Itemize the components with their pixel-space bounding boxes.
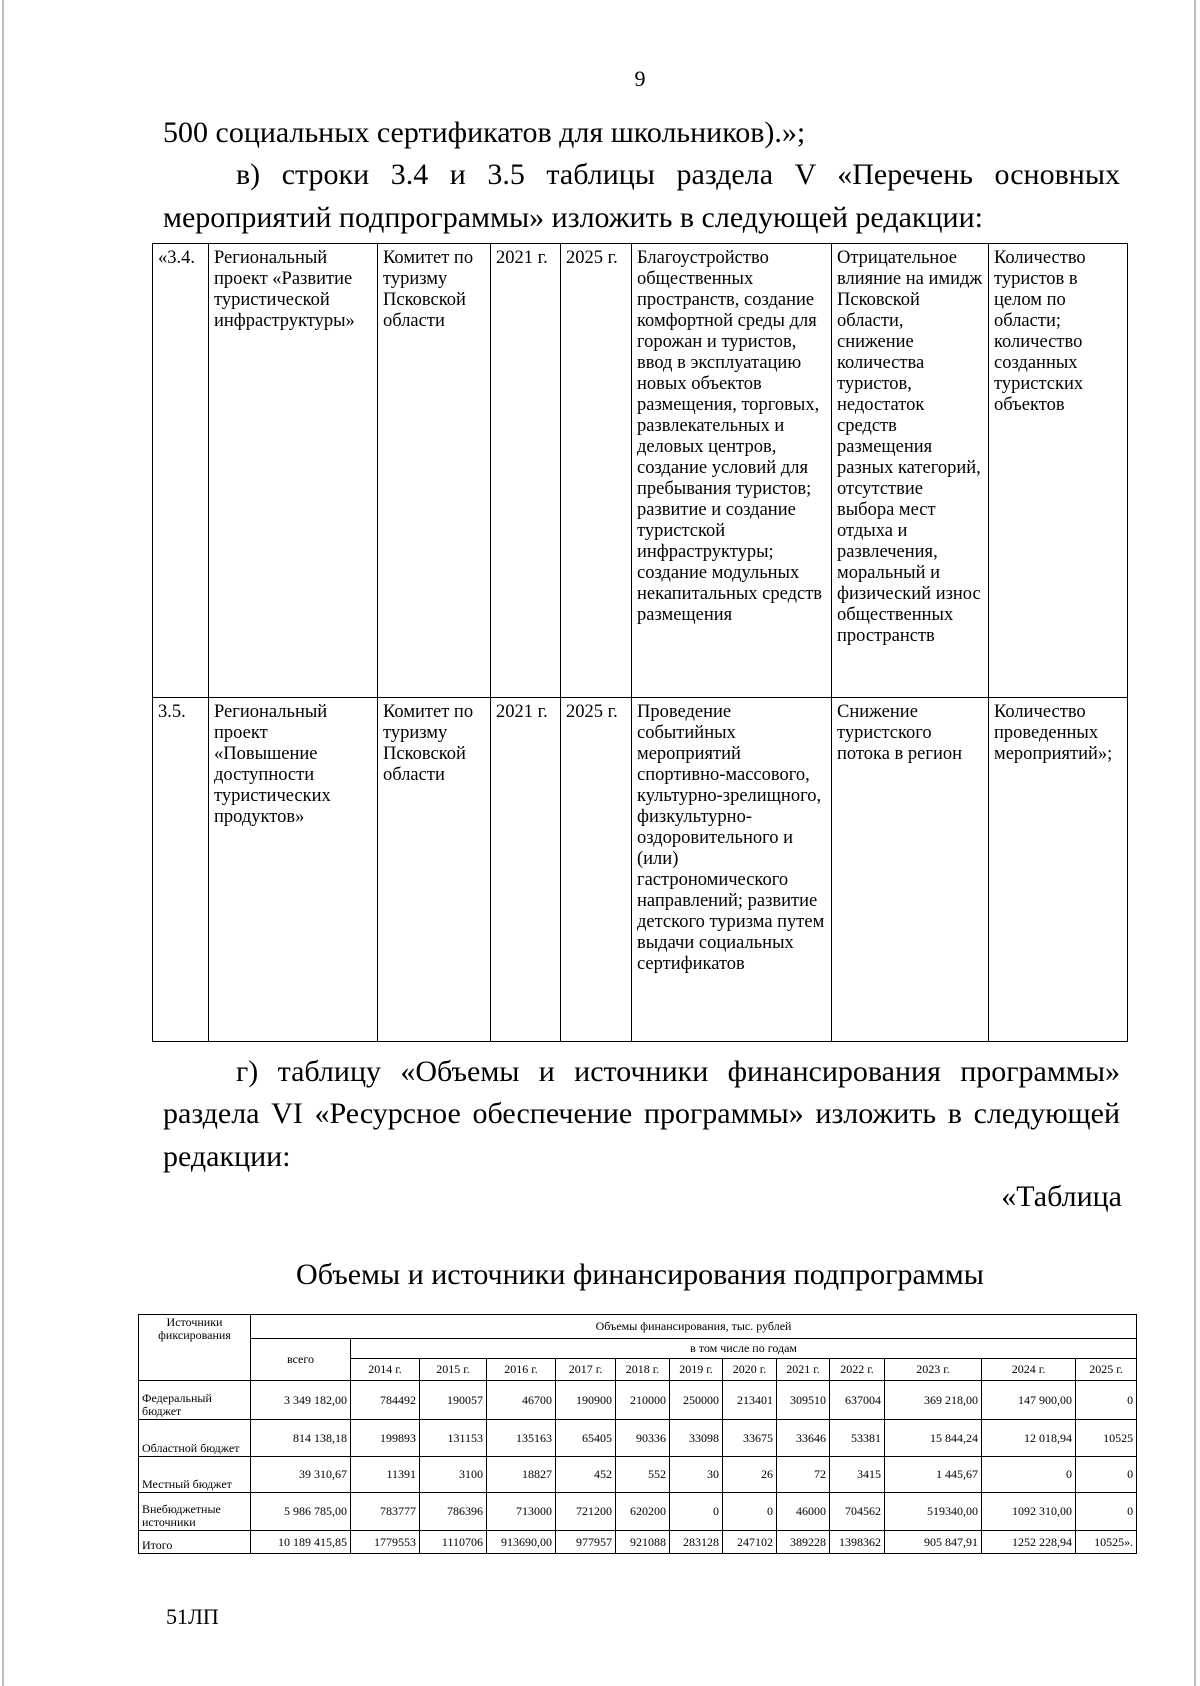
- year-value: 1 445,67: [885, 1457, 982, 1493]
- year-value: 30: [670, 1457, 723, 1493]
- table-row: [139, 1493, 1137, 1531]
- year-value: 721200: [556, 1493, 616, 1531]
- header-total: всего: [251, 1339, 351, 1381]
- total-value: 3 349 182,00: [251, 1381, 351, 1420]
- year-header: 2019 г.: [670, 1359, 723, 1381]
- project-name: Региональный проект «Развитие туристической инфраструктуры»: [209, 244, 378, 698]
- section-title: Объемы и источники финансирования подпрограммы: [296, 1258, 984, 1291]
- year-value: 1092 310,00: [982, 1493, 1076, 1531]
- year-value: 90336: [616, 1420, 670, 1457]
- year-header: 2025 г.: [1076, 1359, 1137, 1381]
- year-value: 3415: [830, 1457, 885, 1493]
- expected-result: Благоустройство общественных пространств, создание комфортной среды для горожан и туристов, ввод в эксплуатацию новых объектов размещения, торговых, развлекательных и деловых центров, создание условий для пребывания туристов; развитие и создание туристской инфраструктуры; создание модульных некапитальных средств размещения: [632, 244, 832, 698]
- year-value: 131153: [420, 1420, 487, 1457]
- row-number: 3.5.: [153, 698, 209, 1042]
- table-label: «Таблица: [1001, 1180, 1122, 1213]
- year-value: 135163: [487, 1420, 556, 1457]
- year-value: 12 018,94: [982, 1420, 1076, 1457]
- year-value: 53381: [830, 1420, 885, 1457]
- year-value: 72: [777, 1457, 830, 1493]
- year-value: 213401: [723, 1381, 777, 1420]
- consequences: Отрицательное влияние на имидж Псковской области, снижение количества туристов, недостаток средств размещения разных категорий, отсутствие выбора мест отдыха и развлечения, моральный и физический износ общественных пространств: [832, 244, 989, 698]
- year-header: 2017 г.: [556, 1359, 616, 1381]
- intro-line-3: мероприятий подпрограммы» изложить в следующей редакции:: [163, 201, 983, 234]
- year-value: 637004: [830, 1381, 885, 1420]
- table-row: [139, 1531, 1137, 1554]
- year-value: 210000: [616, 1381, 670, 1420]
- year-value: 519340,00: [885, 1493, 982, 1531]
- year-value: 977957: [556, 1531, 616, 1554]
- year-value: 786396: [420, 1493, 487, 1531]
- year-value: 389228: [777, 1531, 830, 1554]
- table-row: [153, 244, 1128, 698]
- year-value: 0: [1076, 1381, 1137, 1420]
- indicator: Количество проведенных мероприятий»;: [989, 698, 1128, 1042]
- year-value: 190057: [420, 1381, 487, 1420]
- para-g-line-3: редакции:: [163, 1140, 291, 1173]
- total-value: 814 138,18: [251, 1420, 351, 1457]
- year-value: 3100: [420, 1457, 487, 1493]
- year-header: 2022 г.: [830, 1359, 885, 1381]
- source-name: Внебюджетные источники: [139, 1493, 251, 1531]
- total-value: 5 986 785,00: [251, 1493, 351, 1531]
- year-value: 1252 228,94: [982, 1531, 1076, 1554]
- year-value: 250000: [670, 1381, 723, 1420]
- header-sources: Источники фиксирования: [139, 1315, 251, 1381]
- table-row: [139, 1381, 1137, 1420]
- year-value: 10525: [1076, 1420, 1137, 1457]
- year-value: 0: [1076, 1457, 1137, 1493]
- source-name: Итого: [139, 1531, 251, 1554]
- year-value: 199893: [351, 1420, 420, 1457]
- year-value: 552: [616, 1457, 670, 1493]
- scan-edge-left: [2, 0, 4, 1686]
- year-value: 33098: [670, 1420, 723, 1457]
- project-name: Региональный проект «Повышение доступности туристических продуктов»: [209, 698, 378, 1042]
- year-value: 369 218,00: [885, 1381, 982, 1420]
- start-year: 2021 г.: [491, 698, 561, 1042]
- year-value: 620200: [616, 1493, 670, 1531]
- year-value: 1398362: [830, 1531, 885, 1554]
- source-name: Областной бюджет: [139, 1420, 251, 1457]
- year-value: 147 900,00: [982, 1381, 1076, 1420]
- year-value: 0: [723, 1493, 777, 1531]
- year-value: 452: [556, 1457, 616, 1493]
- end-year: 2025 г.: [561, 698, 632, 1042]
- year-header: 2020 г.: [723, 1359, 777, 1381]
- year-header: 2023 г.: [885, 1359, 982, 1381]
- year-value: 921088: [616, 1531, 670, 1554]
- year-value: 46000: [777, 1493, 830, 1531]
- year-value: 1110706: [420, 1531, 487, 1554]
- intro-line-2: в) строки 3.4 и 3.5 таблицы раздела V «Перечень основных: [236, 158, 1120, 191]
- year-value: 704562: [830, 1493, 885, 1531]
- year-value: 10525».: [1076, 1531, 1137, 1554]
- year-value: 784492: [351, 1381, 420, 1420]
- year-value: 913690,00: [487, 1531, 556, 1554]
- year-value: 26: [723, 1457, 777, 1493]
- source-name: Местный бюджет: [139, 1457, 251, 1493]
- year-value: 905 847,91: [885, 1531, 982, 1554]
- consequences: Снижение туристского потока в регион: [832, 698, 989, 1042]
- year-value: 713000: [487, 1493, 556, 1531]
- year-value: 283128: [670, 1531, 723, 1554]
- year-value: 1779553: [351, 1531, 420, 1554]
- year-value: 11391: [351, 1457, 420, 1493]
- year-header: 2015 г.: [420, 1359, 487, 1381]
- row-number: «3.4.: [153, 244, 209, 698]
- executor: Комитет по туризму Псковской области: [378, 244, 491, 698]
- year-value: 0: [670, 1493, 723, 1531]
- executor: Комитет по туризму Псковской области: [378, 698, 491, 1042]
- year-value: 65405: [556, 1420, 616, 1457]
- end-year: 2025 г.: [561, 244, 632, 698]
- year-value: 783777: [351, 1493, 420, 1531]
- para-g-line-2: раздела VI «Ресурсное обеспечение программы» изложить в следующей: [163, 1097, 1120, 1130]
- year-value: 46700: [487, 1381, 556, 1420]
- year-value: 247102: [723, 1531, 777, 1554]
- year-header: 2024 г.: [982, 1359, 1076, 1381]
- header-by-years: в том числе по годам: [351, 1339, 1137, 1359]
- table-row: [139, 1420, 1137, 1457]
- year-header: 2016 г.: [487, 1359, 556, 1381]
- year-value: 0: [1076, 1493, 1137, 1531]
- year-value: 15 844,24: [885, 1420, 982, 1457]
- page-number: 9: [634, 66, 646, 91]
- year-value: 309510: [777, 1381, 830, 1420]
- table-row: [153, 698, 1128, 1042]
- total-value: 39 310,67: [251, 1457, 351, 1493]
- start-year: 2021 г.: [491, 244, 561, 698]
- document-code: 51ЛП: [166, 1604, 219, 1629]
- year-header: 2021 г.: [777, 1359, 830, 1381]
- year-value: 0: [982, 1457, 1076, 1493]
- header-volumes: Объемы финансирования, тыс. рублей: [251, 1315, 1137, 1339]
- intro-line-1: 500 социальных сертификатов для школьников).»;: [163, 116, 806, 149]
- events-table: [152, 243, 1128, 1042]
- expected-result: Проведение событийных мероприятий спортивно-массового, культурно-зрелищного, физкультурно-оздоровительного и (или) гастрономического направлений; развитие детского туризма путем выдачи социальных сертификатов: [632, 698, 832, 1042]
- year-value: 190900: [556, 1381, 616, 1420]
- indicator: Количество туристов в целом по области; количество созданных туристских объектов: [989, 244, 1128, 698]
- finance-table: [138, 1314, 1137, 1554]
- year-value: 33675: [723, 1420, 777, 1457]
- para-g-line-1: г) таблицу «Объемы и источники финансирования программы»: [236, 1055, 1120, 1088]
- scan-edge-right: [1194, 0, 1196, 1686]
- year-value: 18827: [487, 1457, 556, 1493]
- year-value: 33646: [777, 1420, 830, 1457]
- total-value: 10 189 415,85: [251, 1531, 351, 1554]
- table-row: [139, 1457, 1137, 1493]
- year-header: 2018 г.: [616, 1359, 670, 1381]
- year-header: 2014 г.: [351, 1359, 420, 1381]
- source-name: Федеральный бюджет: [139, 1381, 251, 1420]
